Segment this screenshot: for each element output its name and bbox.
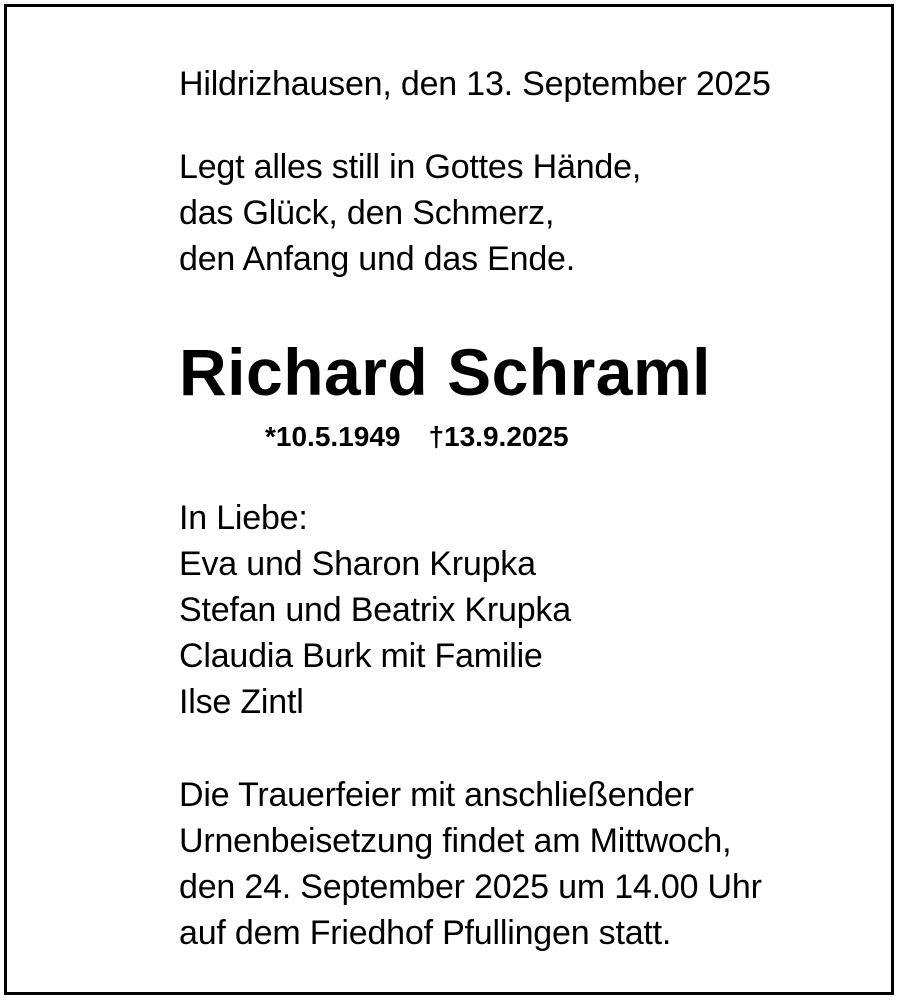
place-date bbox=[179, 61, 771, 107]
verse-line: das Glück, den Schmerz, bbox=[179, 194, 555, 232]
mourner-name: Claudia Burk mit Familie bbox=[179, 637, 543, 675]
verse-line: den Anfang und das Ende. bbox=[179, 240, 575, 278]
ceremony-line: Urnenbeisetzung findet am Mittwoch, bbox=[179, 822, 732, 860]
birth-date: *10.5.1949 bbox=[265, 421, 401, 452]
ceremony-line: den 24. September 2025 um 14.00 Uhr bbox=[179, 868, 762, 906]
mourners bbox=[179, 495, 571, 725]
deceased-name: Richard Schraml bbox=[179, 335, 712, 409]
ceremony-info bbox=[179, 772, 762, 956]
mourner-name: Stefan und Beatrix Krupka bbox=[179, 591, 571, 629]
life-dates bbox=[265, 415, 569, 459]
mourners-intro: In Liebe: bbox=[179, 499, 308, 537]
mourner-name: Eva und Sharon Krupka bbox=[179, 545, 536, 583]
verse-line: Legt alles still in Gottes Hände, bbox=[179, 148, 642, 186]
place-date-text: Hildrizhausen, den 13. September 2025 bbox=[179, 65, 771, 103]
obituary-notice bbox=[4, 4, 894, 995]
ceremony-line: auf dem Friedhof Pfullingen statt. bbox=[179, 914, 672, 952]
death-date: †13.9.2025 bbox=[428, 421, 569, 452]
mourner-name: Ilse Zintl bbox=[179, 683, 304, 721]
verse bbox=[179, 144, 641, 282]
ceremony-line: Die Trauerfeier mit anschließender bbox=[179, 776, 694, 814]
